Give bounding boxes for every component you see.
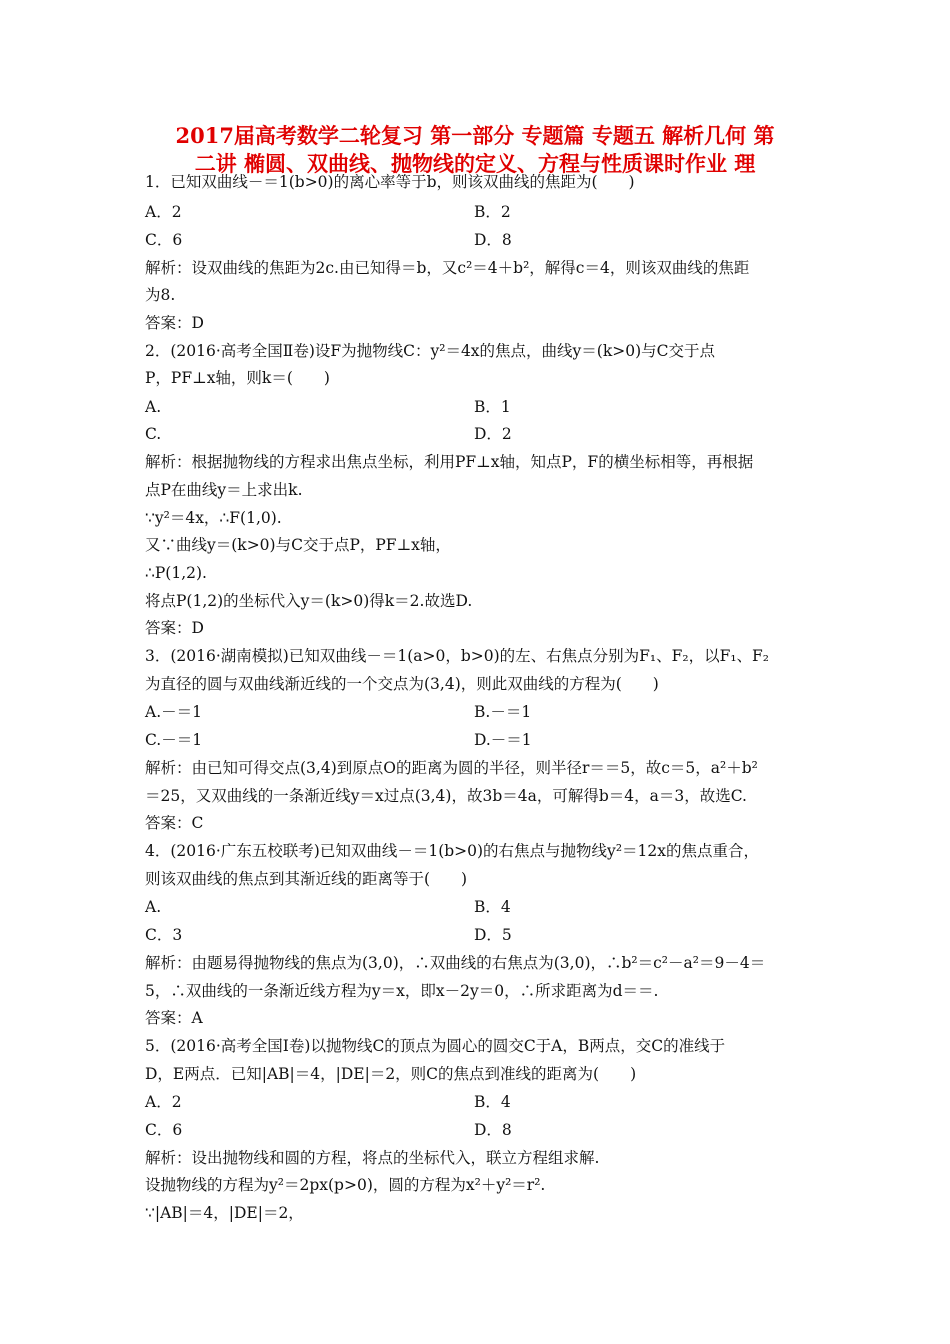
q2-option-d: D．2: [474, 425, 512, 443]
q1-option-c: C．6: [145, 231, 183, 249]
q4-option-c: C．3: [145, 926, 183, 944]
q1-option-a: A．2: [145, 203, 182, 221]
q3-analysis-line-1: 解析：由已知可得交点(3,4)到原点O的距离为圆的半径，则半径r＝＝5，故c＝5，a²＋b²: [145, 759, 758, 777]
q2-stem-line-2: P，PF⊥x轴，则k＝( ): [145, 369, 330, 387]
q5-stem-line-2: D，E两点．已知|AB|＝4，|DE|＝2，则C的焦点到准线的距离为( ): [145, 1065, 637, 1083]
q4-analysis-line-1: 解析：由题易得抛物线的焦点为(3,0)，∴双曲线的右焦点为(3,0)，∴b²＝c²－a²＝9－4＝: [145, 954, 766, 972]
q1-analysis-line-2: 为8.: [145, 286, 176, 304]
q4-analysis-line-2: 5，∴双曲线的一条渐近线方程为y＝x，即x－2y＝0，∴所求距离为d＝＝.: [145, 982, 659, 1000]
q1-option-b: B．2: [474, 203, 511, 221]
q1-stem: 1．已知双曲线－＝1(b>0)的离心率等于b，则该双曲线的焦距为( ): [145, 173, 635, 191]
q2-stem-line-1: 2．(2016·高考全国Ⅱ卷)设F为抛物线C：y²＝4x的焦点，曲线y＝(k>0)与C交于点: [145, 342, 716, 360]
q4-answer: 答案：A: [145, 1009, 203, 1027]
q2-analysis-line-5: ∴P(1,2).: [145, 564, 207, 582]
q3-option-d: D.－＝1: [474, 731, 532, 749]
q3-option-a: A.－＝1: [145, 703, 202, 721]
q2-option-a: A.: [145, 398, 162, 416]
q5-option-d: D．8: [474, 1121, 512, 1139]
q2-analysis-line-1: 解析：根据抛物线的方程求出焦点坐标，利用PF⊥x轴，知点P，F的横坐标相等，再根据: [145, 453, 754, 471]
q1-option-d: D．8: [474, 231, 512, 249]
q2-analysis-line-4: 又∵曲线y＝(k>0)与C交于点P，PF⊥x轴，: [145, 536, 451, 554]
q3-option-b: B.－＝1: [474, 703, 532, 721]
q3-analysis-line-2: ＝25，又双曲线的一条渐近线y＝x过点(3,4)，故3b＝4a，可解得b＝4，a＝3，故选C.: [145, 787, 747, 805]
q2-option-b: B．1: [474, 398, 511, 416]
document-title-line-2: 二讲 椭圆、双曲线、抛物线的定义、方程与性质课时作业 理: [194, 151, 756, 176]
q1-answer: 答案：D: [145, 314, 204, 332]
q5-option-b: B．4: [474, 1093, 511, 1111]
q5-analysis-line-1: 解析：设出抛物线和圆的方程，将点的坐标代入，联立方程组求解.: [145, 1149, 600, 1167]
q5-analysis-line-3: ∵|AB|＝4，|DE|＝2，: [145, 1204, 304, 1222]
document-title-line-1: 2017届高考数学二轮复习 第一部分 专题篇 专题五 解析几何 第: [175, 123, 775, 148]
q5-stem-line-1: 5．(2016·高考全国Ⅰ卷)以抛物线C的顶点为圆心的圆交C于A，B两点，交C的准线于: [145, 1037, 726, 1055]
q1-analysis-line-1: 解析：设双曲线的焦距为2c.由已知得＝b，又c²＝4＋b²，解得c＝4，则该双曲线的焦距: [145, 259, 750, 277]
q3-stem-line-1: 3．(2016·湖南模拟)已知双曲线－＝1(a>0，b>0)的左、右焦点分别为F₁、F₂，以F₁、F₂: [145, 647, 770, 665]
q4-stem-line-1: 4．(2016·广东五校联考)已知双曲线－＝1(b>0)的右焦点与抛物线y²＝12x的焦点重合，: [145, 842, 759, 860]
q4-option-b: B．4: [474, 898, 511, 916]
q5-analysis-line-2: 设抛物线的方程为y²＝2px(p>0)，圆的方程为x²＋y²＝r².: [145, 1176, 546, 1194]
q2-analysis-line-6: 将点P(1,2)的坐标代入y＝(k>0)得k＝2.故选D.: [145, 592, 473, 610]
q3-stem-line-2: 为直径的圆与双曲线渐近线的一个交点为(3,4)，则此双曲线的方程为( ): [145, 675, 659, 693]
q5-option-a: A．2: [145, 1093, 182, 1111]
q4-option-a: A.: [145, 898, 162, 916]
q2-analysis-line-3: ∵y²＝4x，∴F(1,0).: [145, 509, 282, 527]
q2-analysis-line-2: 点P在曲线y＝上求出k.: [145, 481, 303, 499]
q4-stem-line-2: 则该双曲线的焦点到其渐近线的距离等于( ): [145, 870, 468, 888]
q4-option-d: D．5: [474, 926, 512, 944]
q3-option-c: C.－＝1: [145, 731, 203, 749]
q5-option-c: C．6: [145, 1121, 183, 1139]
q2-option-c: C.: [145, 425, 162, 443]
q3-answer: 答案：C: [145, 814, 204, 832]
q2-answer: 答案：D: [145, 619, 204, 637]
